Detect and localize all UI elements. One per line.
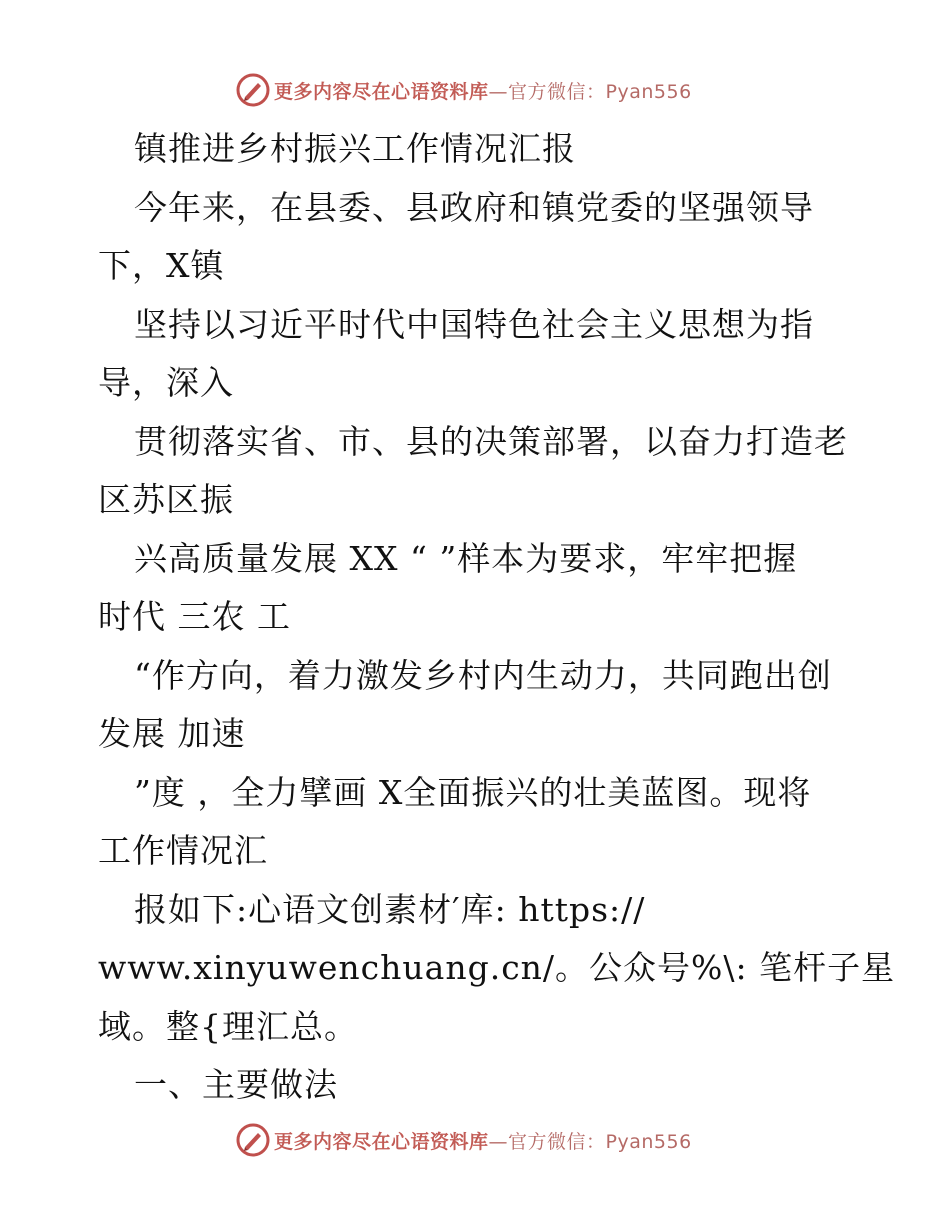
- doc-title: 镇推进乡村振兴工作情况汇报: [134, 129, 576, 168]
- watermark-suffix: —官方微信：Pyan556: [488, 1130, 692, 1153]
- paragraph-line: 时代 三农 工: [98, 597, 291, 636]
- paragraph-line: 导，深入: [98, 363, 234, 402]
- pen-logo-icon: [236, 73, 270, 107]
- section-heading: 一、主要做法: [134, 1065, 338, 1104]
- paragraph-line: www.xinyuwenchuang.cn/。公众号%\: 笔杆子星: [98, 948, 896, 987]
- watermark-suffix: —官方微信：Pyan556: [488, 80, 692, 103]
- paragraph-line: 发展 加速: [98, 714, 246, 753]
- paragraph-line: 兴高质量发展 XX “ ”样本为要求，牢牢把握: [134, 538, 798, 578]
- paragraph-line: 坚持以习近平时代中国特色社会主义思想为指: [134, 304, 814, 344]
- document-body: [98, 120, 896, 1115]
- pen-logo-icon: [236, 1123, 270, 1157]
- paragraph-line: 下，X镇: [98, 246, 225, 285]
- paragraph-line: 区苏区振: [98, 480, 234, 519]
- header-watermark: [236, 72, 692, 108]
- paragraph-line: ”度 ，全力擘画 X全面振兴的壮美蓝图。现将: [134, 772, 812, 812]
- paragraph-line: “作方向，着力激发乡村内生动力，共同跑出创: [134, 655, 832, 695]
- paragraph-line: 贯彻落实省、市、县的决策部署，以奋力打造老: [134, 421, 848, 461]
- watermark-brand: 更多内容尽在心语资料库: [274, 80, 489, 103]
- paragraph-line: 域。整{理汇总。: [98, 1006, 358, 1046]
- footer-watermark: [236, 1122, 692, 1158]
- paragraph-line: 工作情况汇: [98, 831, 268, 870]
- paragraph-line: 报如下:心语文创素材′库: https://: [134, 889, 646, 929]
- watermark-brand: 更多内容尽在心语资料库: [274, 1130, 489, 1153]
- paragraph-line: 今年来，在县委、县政府和镇党委的坚强领导: [134, 187, 814, 227]
